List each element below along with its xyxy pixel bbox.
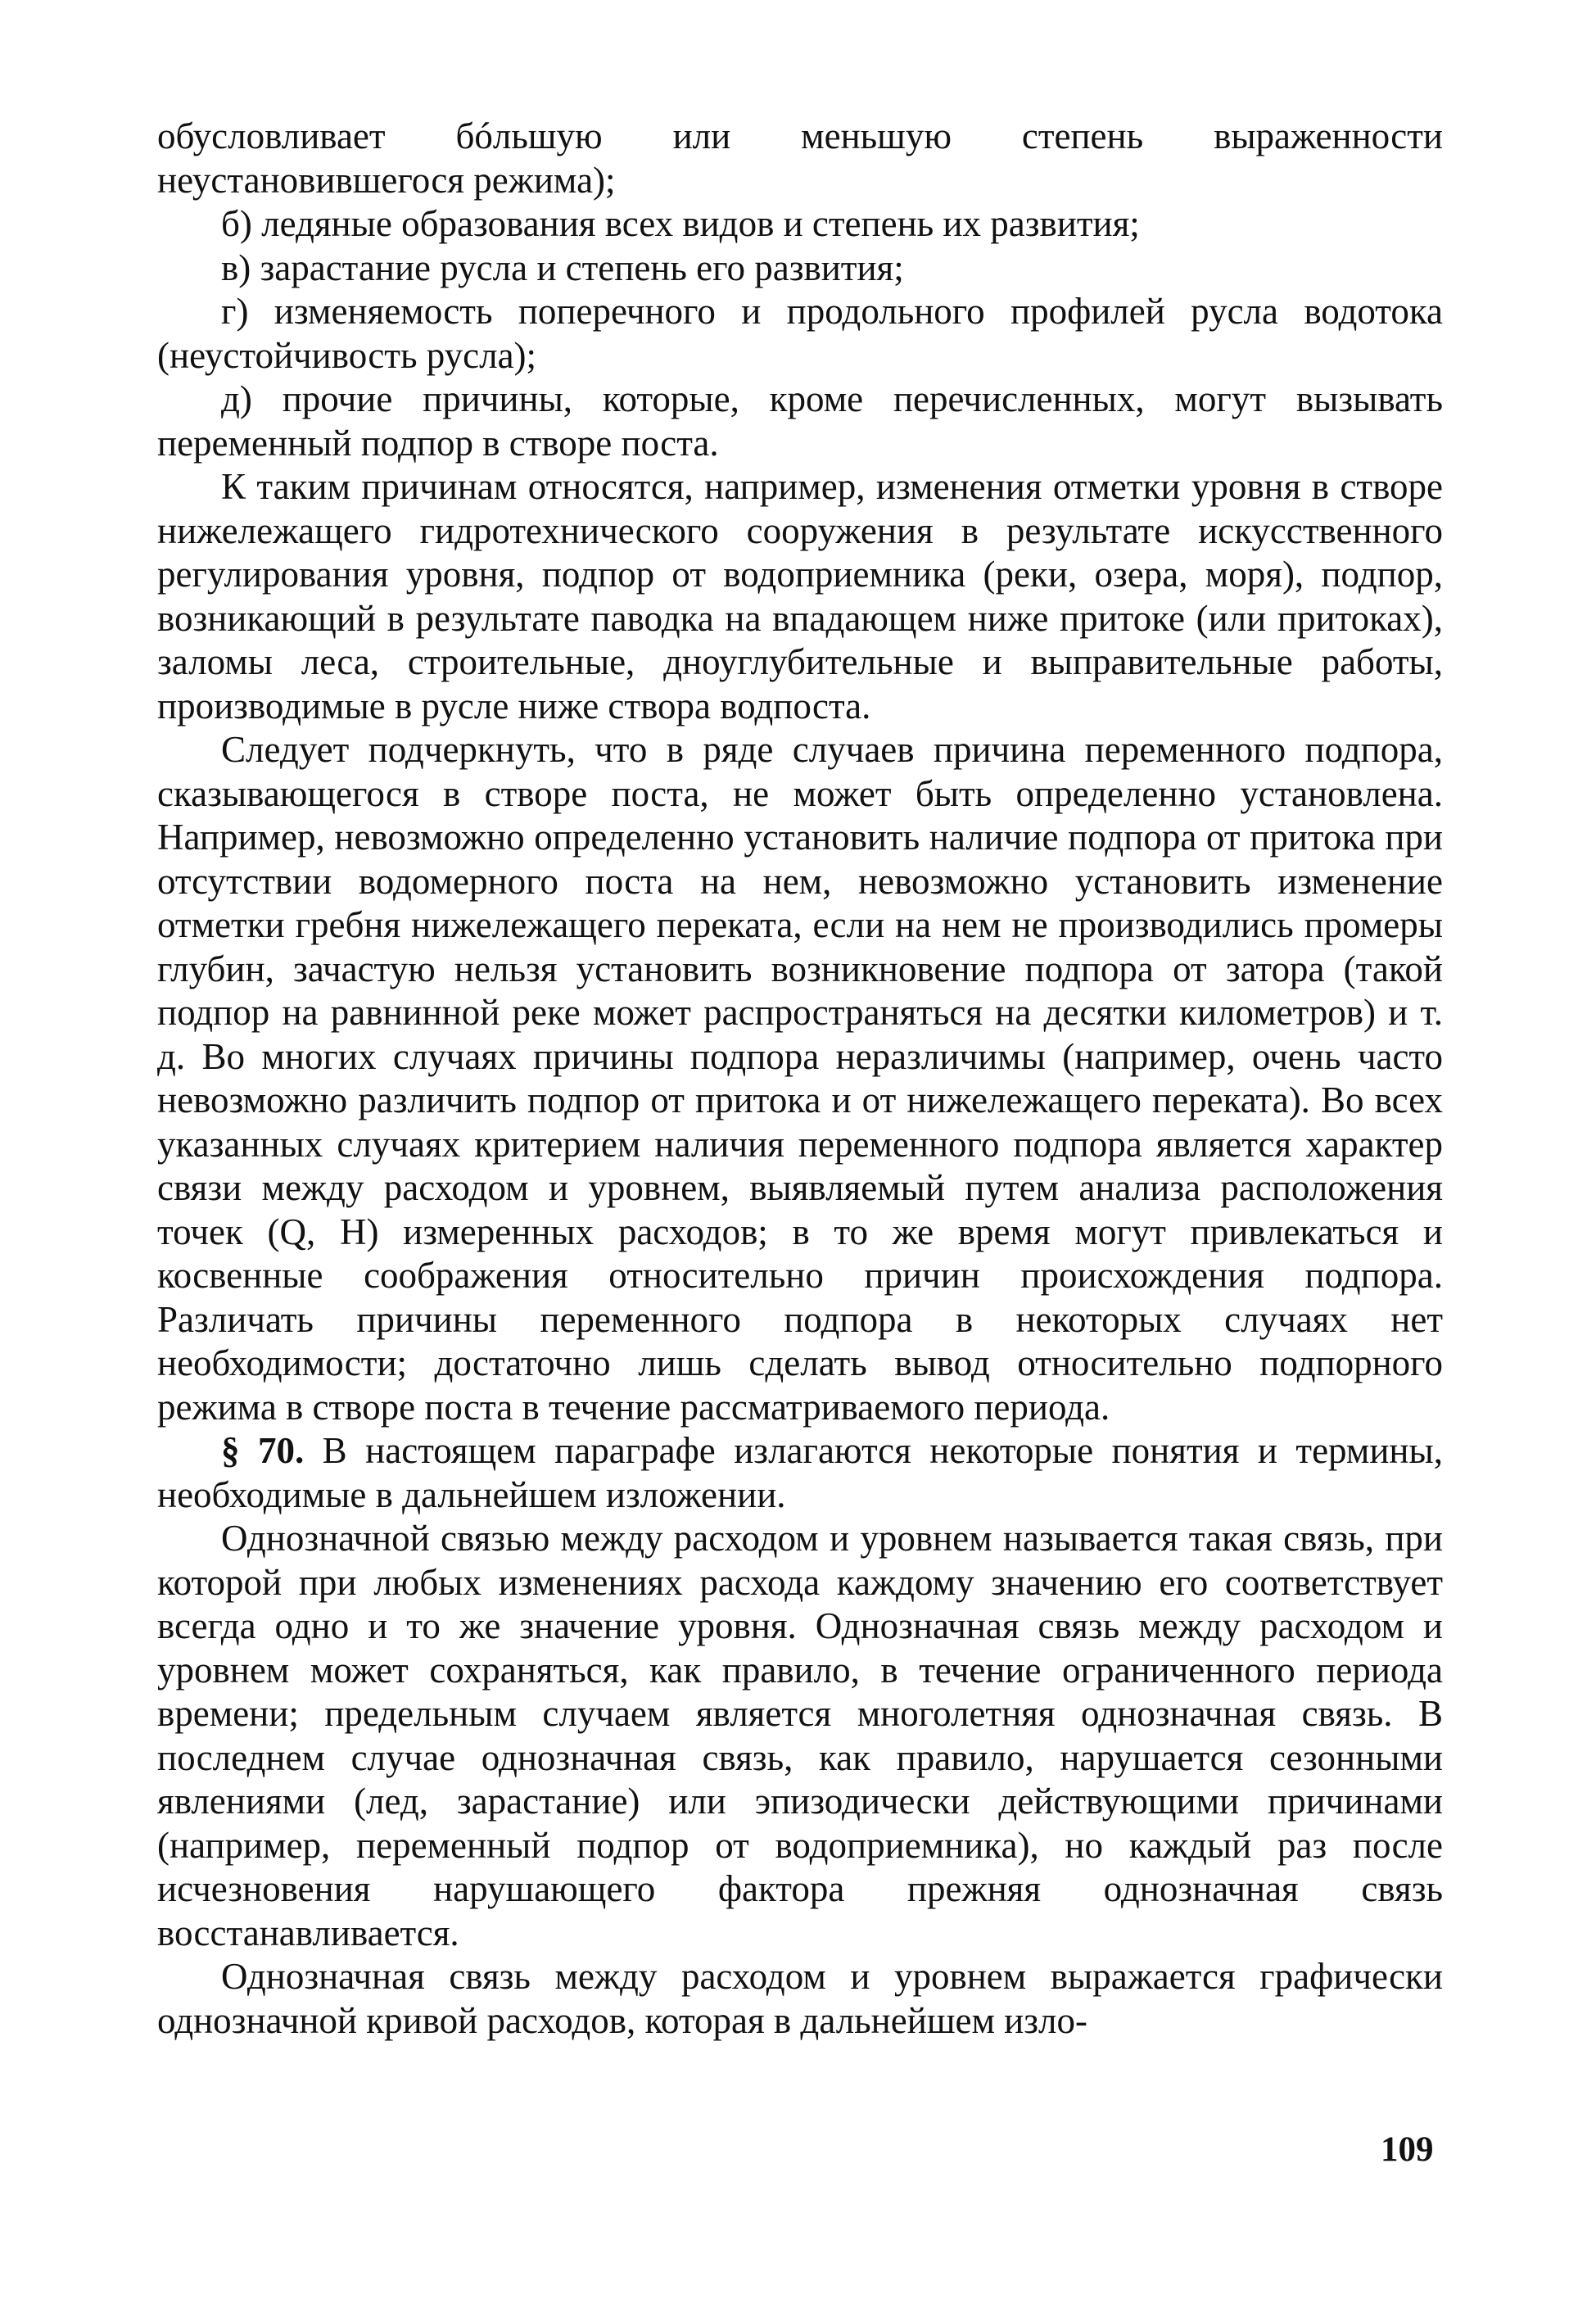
paragraph-continuation: обусловливает бóльшую или меньшую степень выраженности неустановившегося режима); [157, 115, 1443, 201]
page-body [157, 115, 1443, 2043]
list-item-d: д) прочие причины, которые, кроме перечисленных, могут вызывать переменный подпор в створе поста. [157, 378, 1443, 464]
section-text: В настоящем параграфе излагаются некоторые понятия и термины, необходимые в дальнейшем изложении. [157, 1430, 1443, 1515]
list-item-g: г) изменяемость поперечного и продольного профилей русла водотока (неустойчивость русла); [157, 291, 1443, 376]
list-item-b: б) ледяные образования всех видов и степень их развития; [221, 203, 1140, 244]
paragraph-graphic: Однозначная связь между расходом и уровнем выражается графически однозначной кривой расходов, которая в дальнейшем изло- [157, 1956, 1443, 2041]
page-number: 109 [1381, 2130, 1434, 2169]
list-item-v: в) зарастание русла и степень его развития; [221, 247, 904, 288]
paragraph-emphasis: Следует подчеркнуть, что в ряде случаев причина переменного подпора, сказывающегося в створе поста, не может быть определенно установлена. Например, невозможно определенно установить наличие подпора от притока при отсутствии водомерного поста на нем, невозможно установить изменение отметки гребня нижележащего переката, если на нем не производились промеры глубин, зачастую нельзя установить возникновение подпора от затора (такой подпор на равнинной реке может распространяться на десятки километров) и т. д. Во многих случаях причины подпора неразличимы (например, очень часто невозможно различить подпор от притока и от нижележащего переката). Во всех указанных случаях критерием наличия переменного подпора является характер связи между расходом и уровнем, выявляемый путем анализа расположения точек (Q, H) измеренных расходов; в то же время могут привлекаться и косвенные соображения относительно причин происхождения подпора. Различать причины переменного подпора в некоторых случаях нет необходимости; достаточно лишь сделать вывод относительно подпорного режима в створе поста в течение рассматриваемого периода. [157, 729, 1443, 1428]
paragraph-definition: Однозначной связью между расходом и уровнем называется такая связь, при которой при любых изменениях расхода каждому значению его соответствует всегда одно и то же значение уровня. Однозначная связь между расходом и уровнем может сохраняться, как правило, в течение ограниченного периода времени; предельным случаем является многолетняя однозначная связь. В последнем случае однозначная связь, как правило, нарушается сезонными явлениями (лед, зарастание) или эпизодически действующими причинами (например, переменный подпор от водоприемника), но каждый раз после исчезновения нарушающего фактора прежняя однозначная связь восстанавливается. [157, 1518, 1443, 1953]
section-70-paragraph [157, 1429, 1443, 1517]
section-number: § 70. [221, 1430, 305, 1471]
paragraph-causes: К таким причинам относятся, например, изменения отметки уровня в створе нижележащего гидротехнического сооружения в результате искусственного регулирования уровня, подпор от водоприемника (реки, озера, моря), подпор, возникающий в результате паводка на впадающем ниже притоке (или притоках), заломы леса, строительные, дноуглубительные и выправительные работы, производимые в русле ниже створа водпоста. [157, 466, 1443, 726]
